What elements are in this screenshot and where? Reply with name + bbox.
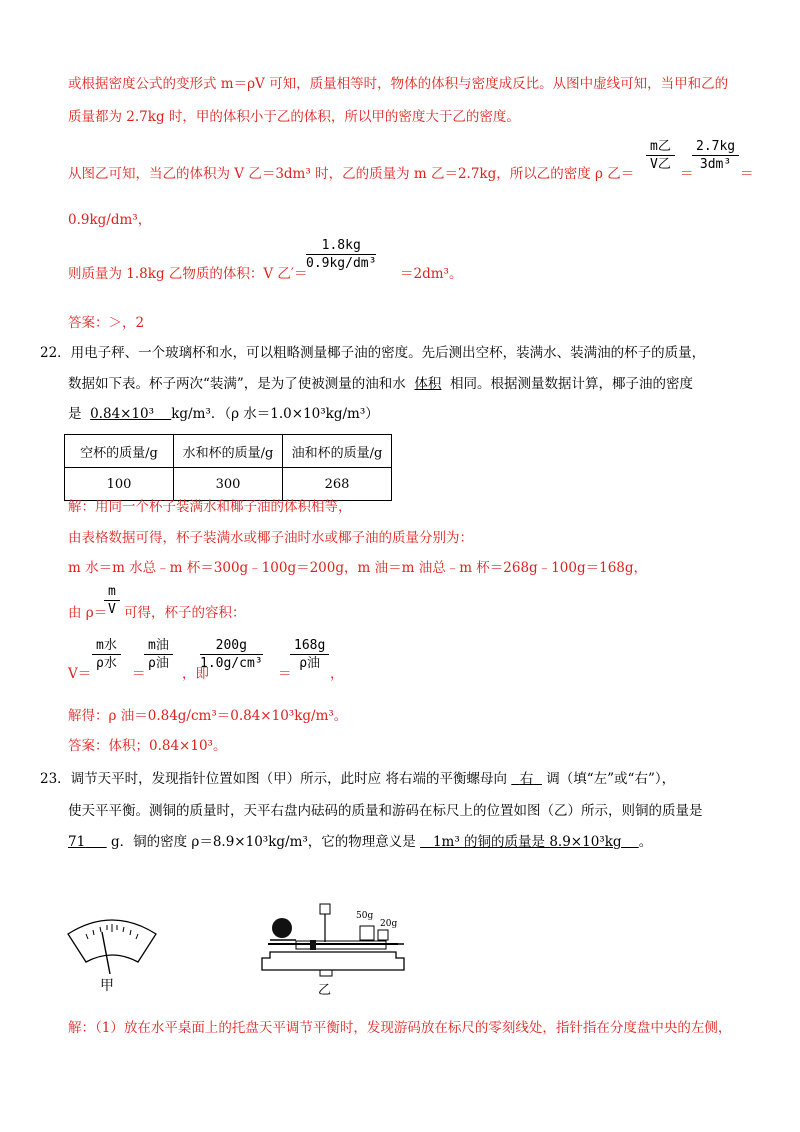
fraction-200g-over-1.0: $\frac{200g}{\text{1.0g/cm³}}$: [200, 638, 263, 671]
answer-line: 答案：＞，2: [68, 315, 145, 331]
question-23-text: 71 g．铜的密度 ρ＝8.9×10³kg/m³，它的物理意义是 1m³ 的铜的质量是 8.9×10³kg 。: [68, 834, 653, 850]
question-23-text: 23．调节天平时，发现指针位置如图（甲）所示，此时应 将右端的平衡螺母向 右 调（填“左”或“右”），: [40, 771, 676, 787]
solution-text-line: ，即: [182, 666, 209, 682]
fraction-1.8kg-over-0.9: $\frac{1.8kg}{\text{0.9kg/dm³}}$: [306, 238, 377, 271]
fraction-m-over-v: $\frac{m}{V}$: [104, 584, 120, 618]
solution-text-line: 则质量为 1.8kg 乙物质的体积：V 乙′＝: [68, 266, 308, 282]
solution-text-line: 由表格数据可得，杯子装满水或椰子油时水或椰子油的质量分别为：: [68, 530, 473, 546]
data-table: [64, 434, 392, 501]
answer-blank: 右: [519, 771, 534, 787]
formula-v: V＝: [68, 666, 92, 682]
solution-text-line: 可得，杯子的容积：: [124, 605, 246, 621]
table-header: 空杯的质量/g: [65, 435, 174, 468]
question-22-text: 22．用电子秤、一个玻璃杯和水，可以粗略测量椰子油的密度。先后测出空杯，装满水、装满油的杯子的质量，: [40, 345, 706, 361]
answer-blank: 体积: [414, 376, 442, 392]
figure-label-jia: 甲: [100, 978, 114, 994]
weight-label-50g: 50g: [356, 911, 374, 921]
fraction-2.7kg-over-3dm3: $\frac{2.7kg}{\text{3dm³}}$: [692, 139, 739, 173]
fraction-m-oil-over-rho-oil: m油 ρ油: [144, 638, 173, 672]
answer-line: 答案：体积；0.84×10³。: [68, 738, 227, 754]
table-row: [65, 468, 392, 501]
table-header: 水和杯的质量/g: [174, 435, 283, 468]
solution-text-line: m 水＝m 水总﹣m 杯＝300g﹣100g＝200g，m 油＝m 油总﹣m 杯＝268g﹣100g＝168g，: [68, 560, 648, 576]
equals-sign: ＝: [132, 666, 146, 682]
solution-text-line: 或根据密度公式的变形式 m＝ρV 可知，质量相等时，物体的体积与密度成反比。从图中虚线可知，当甲和乙的: [68, 76, 729, 92]
equals-sign: ＝: [740, 166, 754, 182]
solution-text-line: ，: [330, 666, 344, 682]
dial-figure: [64, 912, 160, 1002]
solution-text-line: 解得：ρ 油＝0.84g/cm³＝0.84×10³kg/m³。: [68, 708, 348, 724]
answer-blank: 1m³ 的铜的质量是 8.9×10³kg: [432, 834, 622, 850]
question-22-text: 是 0.84×10³ kg/m³．（ρ 水＝1.0×10³kg/m³）: [68, 406, 379, 422]
solution-text-line: 解：（1）放在水平桌面上的托盘天平调节平衡时，发现游码放在标尺的零刻线处，指针指在分度盘中央的左侧，: [68, 1020, 732, 1036]
solution-text-line: 从图乙可知，当乙的体积为 V 乙＝3dm³ 时，乙的质量为 m 乙＝2.7kg，所以乙的密度 ρ 乙＝: [68, 166, 635, 182]
solution-text-line: 0.9kg/dm³，: [68, 212, 152, 228]
table-cell: 100: [65, 468, 174, 501]
weight-label-20g: 20g: [380, 919, 398, 929]
table-header: 油和杯的质量/g: [283, 435, 392, 468]
equals-sign: ＝: [680, 166, 694, 182]
table-cell: 268: [283, 468, 392, 501]
figure-label-yi: 乙: [318, 983, 332, 998]
equals-sign: ＝: [278, 666, 292, 682]
fraction-168g-over-rho-oil: 168g ρ油: [290, 638, 329, 672]
question-22-text: 数据如下表。杯子两次“装满”，是为了使被测量的油和水 体积 相同。根据测量数据计算，椰子油的密度: [68, 376, 693, 392]
table-header-row: [65, 435, 392, 468]
fraction-m-over-v: m乙 V乙: [646, 139, 675, 173]
solution-text-line: 解：用同一个杯子装满水和椰子油的体积相等，: [68, 499, 352, 515]
solution-text-line: ＝2dm³。: [400, 266, 463, 282]
balance-figure: [256, 898, 416, 1002]
fraction-m-water-over-rho-water: m水 ρ水: [92, 638, 121, 672]
solution-text-line: 由 ρ＝: [68, 605, 108, 621]
table-cell: 300: [174, 468, 283, 501]
question-23-text: 使天平平衡。测铜的质量时，天平右盘内砝码的质量和游码在标尺上的位置如图（乙）所示，则铜的质量是: [68, 803, 703, 819]
answer-blank: 0.84×10³: [90, 406, 155, 422]
answer-blank: 71: [68, 834, 86, 850]
solution-text-line: 质量都为 2.7kg 时，甲的体积小于乙的体积，所以甲的密度大于乙的密度。: [68, 109, 520, 125]
